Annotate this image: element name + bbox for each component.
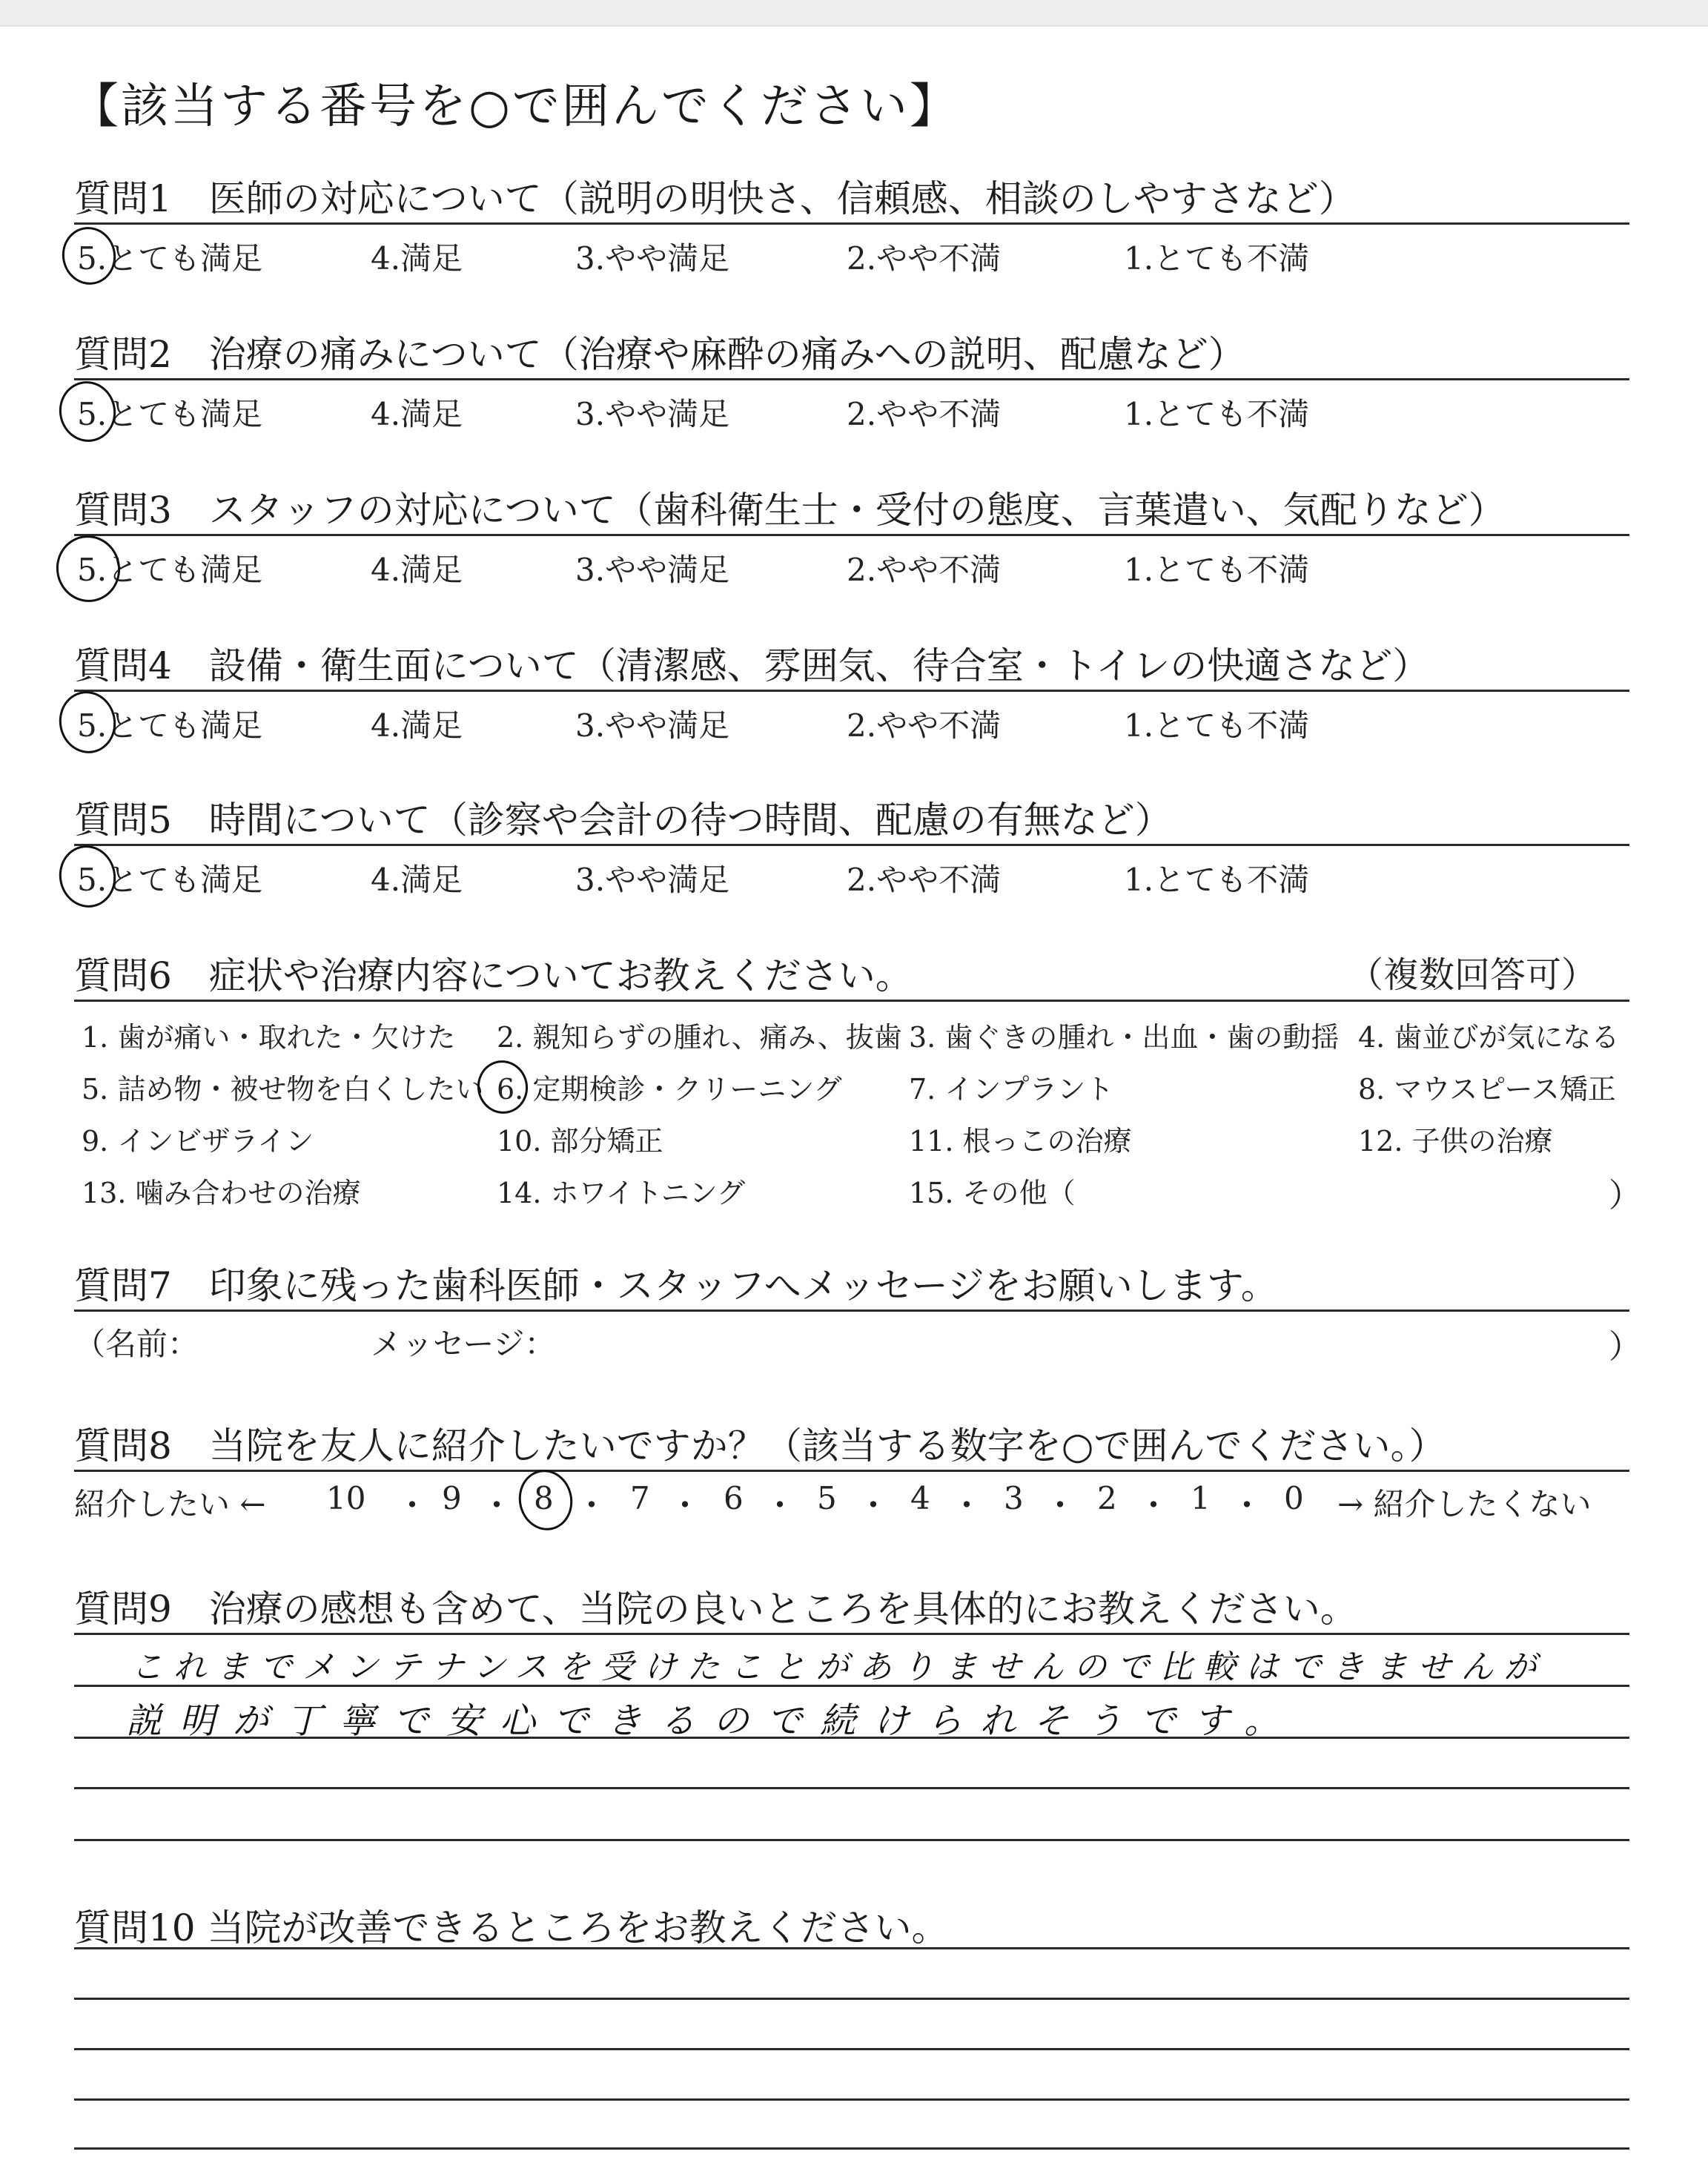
scale-option-8[interactable]: 8 [534, 1480, 554, 1516]
selection-circle [53, 686, 122, 759]
other-close-paren: ） [1609, 1177, 1641, 1215]
question-3-title: 質問3 スタッフの対応について（歯科衛生士・受付の態度、言葉遣い、気配りなど） [74, 489, 1506, 532]
answer-line [74, 1633, 1629, 1635]
scale-separator-dot: ・ [1044, 1487, 1076, 1525]
rating-option-4[interactable]: 4.満足 [371, 862, 463, 898]
rating-option-2[interactable]: 2.やや不満 [847, 552, 1002, 588]
symptom-option-11[interactable]: 11. 根っこの治療 [909, 1125, 1132, 1157]
symptom-option-9[interactable]: 9. インビザライン [82, 1125, 314, 1157]
rating-option-5[interactable]: 5.とても満足 [77, 707, 263, 744]
question-9-title: 質問9 治療の感想も含めて、当院の良いところを具体的にお教えください。 [74, 1588, 1357, 1631]
scale-option-7[interactable]: 7 [630, 1480, 650, 1516]
scale-separator-dot: ・ [950, 1487, 983, 1525]
scale-separator-dot: ・ [764, 1487, 796, 1525]
answer-line [74, 1839, 1629, 1841]
rating-option-1[interactable]: 1.とても不満 [1124, 862, 1310, 898]
symptom-option-4[interactable]: 4. 歯並びが気になる [1358, 1021, 1620, 1054]
question-5-rule [74, 844, 1629, 846]
scale-option-6[interactable]: 6 [724, 1480, 744, 1516]
scale-option-3[interactable]: 3 [1004, 1480, 1024, 1516]
selection-circle [513, 1464, 577, 1535]
selection-circle [50, 529, 127, 608]
scale-option-4[interactable]: 4 [910, 1480, 930, 1516]
rating-option-3[interactable]: 3.やや満足 [575, 862, 730, 898]
question-5-title: 質問5 時間について（診察や会計の待つ時間、配慮の有無など） [74, 799, 1172, 842]
rating-option-2[interactable]: 2.やや不満 [847, 240, 1002, 277]
handwritten-answer-line-1: これまでメンテナンスを受けたことがありませんので比較はできませんが [130, 1648, 1547, 1686]
symptom-option-8[interactable]: 8. マウスピース矯正 [1358, 1073, 1616, 1106]
question-6-rule [74, 1000, 1629, 1002]
question-7-rule [74, 1309, 1629, 1312]
page-title: 【該当する番号を○で囲んでください】 [71, 79, 959, 134]
symptom-option-7[interactable]: 7. インプラント [909, 1073, 1114, 1106]
scale-separator-dot: ・ [669, 1487, 701, 1525]
scale-option-9[interactable]: 9 [442, 1480, 462, 1516]
question-6-title: 質問6 症状や治療内容についてお教えください。 [74, 954, 913, 997]
rating-option-2[interactable]: 2.やや不満 [847, 862, 1002, 898]
answer-line [74, 2098, 1629, 2101]
rating-option-4[interactable]: 4.満足 [371, 552, 463, 588]
symptom-option-2[interactable]: 2. 親知らずの腫れ、痛み、抜歯 [497, 1021, 902, 1054]
question-3-rule [74, 534, 1629, 536]
rating-option-4[interactable]: 4.満足 [371, 396, 463, 432]
rating-option-5[interactable]: 5.とても満足 [77, 396, 263, 432]
scale-separator-dot: ・ [1231, 1487, 1263, 1525]
question-4-rule [74, 690, 1629, 692]
symptom-option-14[interactable]: 14. ホワイトニング [497, 1177, 746, 1209]
symptom-option-1[interactable]: 1. 歯が痛い・取れた・欠けた [82, 1021, 456, 1054]
scale-separator-dot: ・ [857, 1487, 890, 1525]
rating-option-4[interactable]: 4.満足 [371, 240, 463, 277]
rating-option-1[interactable]: 1.とても不満 [1124, 396, 1310, 432]
question-8-title: 質問8 当院を友人に紹介したいですか？（該当する数字を○で囲んでください。） [74, 1424, 1446, 1467]
scale-right-label: → 紹介したくない [1337, 1486, 1592, 1522]
scale-left-label: 紹介したい ← [74, 1486, 266, 1522]
scan-edge [0, 0, 1708, 27]
question-7-title: 質問7 印象に残った歯科医師・スタッフへメッセージをお願いします。 [74, 1264, 1278, 1307]
answer-line [74, 2048, 1629, 2050]
scale-separator-dot: ・ [575, 1487, 608, 1525]
scale-option-2[interactable]: 2 [1097, 1480, 1117, 1516]
selection-circle [53, 840, 122, 913]
question-10-title: 質問10 当院が改善できるところをお教えください。 [74, 1906, 949, 1949]
answer-line [74, 1947, 1629, 1949]
answer-line [74, 1998, 1629, 2000]
question-4-title: 質問4 設備・衛生面について（清潔感、雰囲気、待合室・トイレの快適さなど） [74, 644, 1430, 687]
message-label: メッセージ： [371, 1326, 556, 1362]
rating-option-1[interactable]: 1.とても不満 [1124, 240, 1310, 277]
question-1-title: 質問1 医師の対応について（説明の明快さ、信頼感、相談のしやすさなど） [74, 177, 1356, 220]
handwritten-answer-line-2: 説明が丁寧で安心できるので続けられそうです。 [126, 1700, 1298, 1742]
rating-option-5[interactable]: 5.とても満足 [77, 240, 263, 277]
symptom-option-5[interactable]: 5. 詰め物・被せ物を白くしたい [82, 1073, 484, 1106]
scale-separator-dot: ・ [1137, 1487, 1170, 1525]
question-8-rule [74, 1470, 1629, 1472]
rating-option-2[interactable]: 2.やや不満 [847, 707, 1002, 744]
multiple-answers-note: （複数回答可） [1347, 954, 1597, 996]
rating-option-3[interactable]: 3.やや満足 [575, 396, 730, 432]
message-close-paren: ） [1609, 1328, 1641, 1366]
scale-option-5[interactable]: 5 [817, 1480, 837, 1516]
rating-option-3[interactable]: 3.やや満足 [575, 552, 730, 588]
symptom-option-3[interactable]: 3. 歯ぐきの腫れ・出血・歯の動揺 [909, 1021, 1340, 1054]
symptom-option-13[interactable]: 13. 噛み合わせの治療 [82, 1177, 361, 1209]
symptom-option-15[interactable]: 15. その他（ [909, 1177, 1076, 1209]
symptom-option-12[interactable]: 12. 子供の治療 [1358, 1125, 1553, 1157]
name-label: （名前： [74, 1326, 199, 1362]
question-2-rule [74, 378, 1629, 380]
scale-option-10[interactable]: 10 [326, 1480, 366, 1516]
selection-circle [57, 222, 122, 289]
scale-separator-dot: ・ [396, 1487, 428, 1525]
question-2-title: 質問2 治療の痛みについて（治療や麻酔の痛みへの説明、配慮など） [74, 333, 1245, 376]
scale-option-1[interactable]: 1 [1191, 1480, 1211, 1516]
scale-option-0[interactable]: 0 [1284, 1480, 1304, 1516]
question-1-rule [74, 222, 1629, 225]
answer-line [74, 2147, 1629, 2150]
selection-circle [53, 376, 121, 447]
symptom-option-6[interactable]: 6. 定期検診・クリーニング [497, 1073, 842, 1106]
answer-line [74, 1787, 1629, 1789]
rating-option-1[interactable]: 1.とても不満 [1124, 552, 1310, 588]
rating-option-5[interactable]: 5.とても満足 [77, 862, 263, 898]
symptom-option-10[interactable]: 10. 部分矯正 [497, 1125, 663, 1157]
scale-separator-dot: ・ [480, 1487, 513, 1525]
rating-option-5[interactable]: 5.とても満足 [77, 552, 263, 588]
rating-option-2[interactable]: 2.やや不満 [847, 396, 1002, 432]
selection-circle [472, 1056, 532, 1119]
rating-option-3[interactable]: 3.やや満足 [575, 240, 730, 277]
rating-option-4[interactable]: 4.満足 [371, 707, 463, 744]
rating-option-1[interactable]: 1.とても不満 [1124, 707, 1310, 744]
rating-option-3[interactable]: 3.やや満足 [575, 707, 730, 744]
